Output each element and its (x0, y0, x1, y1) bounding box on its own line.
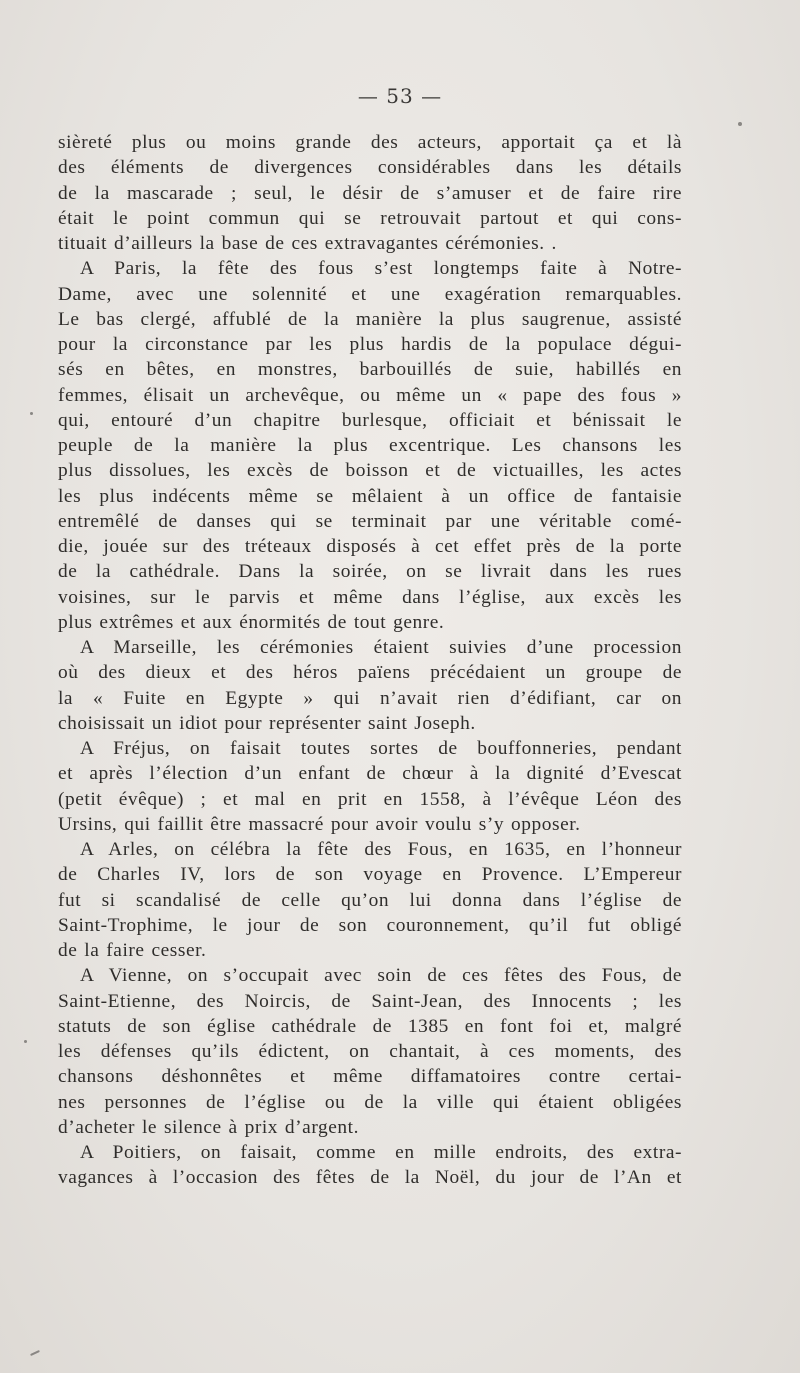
text-line: choisissait un idiot pour représenter saint Joseph. (58, 712, 476, 734)
paper-speck (30, 412, 33, 415)
text-line: qui, entouré d’un chapitre burlesque, officiait et bénissait le (58, 409, 682, 431)
text-line: voisines, sur le parvis et même dans l’église, aux excès les (58, 586, 682, 608)
text-line: A Marseille, les cérémonies étaient suivies d’une procession (80, 637, 682, 658)
text-line: die, jouée sur des tréteaux disposés à cet effet près de la porte (58, 536, 682, 557)
text-line: chansons déshonnêtes et même diffamatoires contre certai- (58, 1066, 682, 1088)
text-line: Le bas clergé, affublé de la manière la plus saugrenue, assisté (58, 308, 682, 330)
paper-speck (30, 1350, 40, 1356)
text-line: Ursins, qui faillit être massacré pour avoir voulu s’y opposer. (58, 813, 581, 835)
text-line: fut si scandalisé de celle qu’on lui donna dans l’église de (58, 889, 682, 911)
text-line: plus extrêmes et aux énormités de tout genre. (58, 611, 445, 633)
text-line: A Poitiers, on faisait, comme en mille endroits, des extra- (80, 1142, 682, 1163)
text-line: A Fréjus, on faisait toutes sortes de bouffonneries, pendant (80, 738, 682, 759)
text-line: sés en bêtes, en monstres, barbouillés de suie, habillés en (58, 359, 682, 381)
text-line: A Paris, la fête des fous s’est longtemps faite à Notre- (80, 258, 682, 280)
text-line: sièreté plus ou moins grande des acteurs, apportait ça et là (58, 132, 682, 153)
text-line: nes personnes de l’église ou de la ville qui étaient obligées (58, 1091, 682, 1113)
text-line: A Arles, on célébra la fête des Fous, en 1635, en l’honneur (80, 839, 682, 860)
paper-speck (738, 122, 742, 126)
text-line: de la faire cesser. (58, 940, 207, 961)
text-line: Saint-Trophime, le jour de son couronnement, qu’il fut obligé (58, 914, 682, 936)
text-line: Dame, avec une solennité et une exagération remarquables. (58, 283, 682, 305)
paper-speck (24, 1040, 27, 1043)
text-line: de la mascarade ; seul, le désir de s’amuser et de faire rire (58, 182, 682, 204)
page-number: — 53 — (357, 84, 443, 108)
text-line: la « Fuite en Egypte » qui n’avait rien d’édifiant, car on (58, 687, 682, 709)
text-line: (petit évêque) ; et mal en prit en 1558, à l’évêque Léon des (58, 788, 682, 810)
text-line: était le point commun qui se retrouvait partout et qui cons- (58, 207, 682, 229)
text-line: statuts de son église cathédrale de 1385 en font foi et, malgré (58, 1015, 682, 1037)
text-line: vagances à l’occasion des fêtes de la Noël, du jour de l’An et (58, 1167, 682, 1189)
text-line: de la cathédrale. Dans la soirée, on se livrait dans les rues (58, 561, 682, 583)
body-text (58, 130, 682, 1191)
text-line: A Vienne, on s’occupait avec soin de ces fêtes des Fous, de (80, 965, 682, 987)
text-line: des éléments de divergences considérables dans les détails (58, 157, 682, 179)
text-line: les défenses qu’ils édictent, on chantait, à ces moments, des (58, 1041, 682, 1062)
text-line: d’acheter le silence à prix d’argent. (58, 1116, 359, 1138)
text-line: entremêlé de danses qui se terminait par une véritable comé- (58, 510, 682, 532)
text-line: les plus indécents même se mêlaient à un office de fantaisie (58, 485, 682, 507)
text-line: où des dieux et des héros païens précédaient un groupe de (58, 662, 682, 684)
text-line: femmes, élisait un archevêque, ou même un « pape des fous » (58, 384, 682, 406)
text-line: Saint-Etienne, des Noircis, de Saint-Jean, des Innocents ; les (58, 990, 682, 1012)
text-line: et après l’élection d’un enfant de chœur à la dignité d’Evescat (58, 763, 682, 785)
text-line: pour la circonstance par les plus hardis de la populace dégui- (58, 334, 682, 355)
text-line: de Charles IV, lors de son voyage en Provence. L’Empereur (58, 864, 682, 886)
text-line: plus dissolues, les excès de boisson et de victuailles, les actes (58, 460, 682, 482)
text-line: tituait d’ailleurs la base de ces extravagantes cérémonies. . (58, 233, 557, 254)
text-line: peuple de la manière la plus excentrique. Les chansons les (58, 435, 682, 456)
